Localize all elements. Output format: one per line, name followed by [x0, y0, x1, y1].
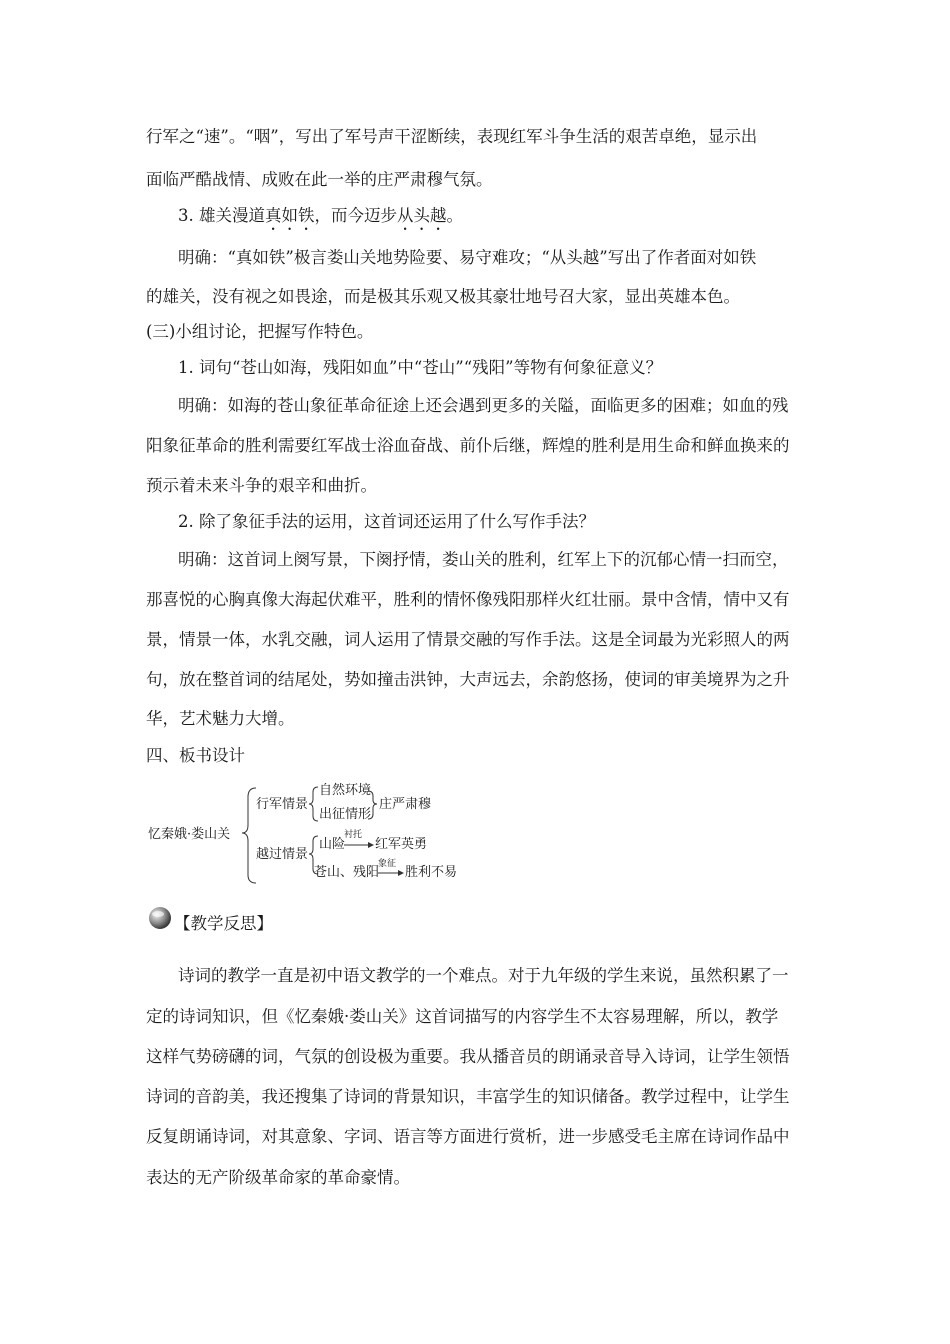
diagram-result: 红军英勇 — [375, 837, 428, 852]
answer-line: 阳象征革命的胜利需要红军战士浴血奋战、前仆后继，辉煌的胜利是用生命和鲜血换来的 — [146, 436, 790, 455]
board-design-diagram — [146, 783, 466, 887]
reflection-heading: 【教学反思】 — [174, 914, 273, 933]
answer-line: 景，情景一体，水乳交融，词人运用了情景交融的写作手法。这是全词最为光彩照人的两 — [146, 630, 790, 649]
diagram-branch: 越过情景 — [256, 847, 309, 862]
diagram-root: 忆秦娥·娄山关 — [148, 827, 231, 842]
sphere-icon — [148, 906, 172, 930]
diagram-result: 庄严肃穆 — [379, 797, 432, 812]
diagram-item: 山险 — [319, 837, 346, 852]
diagram-item: 苍山、残阳 — [314, 865, 380, 880]
paragraph-line: 面临严酷战情、成败在此一举的庄严肃穆气氛。 — [146, 170, 493, 189]
question-2: 2. 除了象征手法的运用，这首词还运用了什么写作手法？ — [178, 512, 595, 531]
answer-line: 明确：“真如铁”极言娄山关地势险要、易守难攻；“从头越”写出了作者面对如铁 — [178, 248, 757, 267]
question-1: 1. 词句“苍山如海，残阳如血”中“苍山”“残阳”等物有何象征意义？ — [178, 358, 663, 377]
answer-line: 明确：如海的苍山象征革命征途上还会遇到更多的关隘，面临更多的困难；如血的残 — [178, 396, 789, 415]
answer-line: 预示着未来斗争的艰辛和曲折。 — [146, 476, 377, 495]
emphasis-text: 从头越 — [397, 206, 447, 225]
section-heading: 四、板书设计 — [146, 746, 245, 765]
paragraph-line: 行军之“速”。“咽”，写出了军号声干涩断续，表现红军斗争生活的艰苦卓绝，显示出 — [146, 127, 758, 146]
reflection-line: 表达的无产阶级革命家的革命豪情。 — [146, 1168, 410, 1187]
answer-line: 的雄关，没有视之如畏途，而是极其乐观又极其豪壮地号召大家，显出英雄本色。 — [146, 287, 740, 306]
diagram-item: 出征情形 — [319, 807, 372, 822]
reflection-line: 诗词的教学一直是初中语文教学的一个难点。对于九年级的学生来说，虽然积累了一 — [178, 966, 789, 985]
reflection-line: 反复朗诵诗词，对其意象、字词、语言等方面进行赏析，进一步感受毛主席在诗词作品中 — [146, 1127, 790, 1146]
diagram-item: 自然环境 — [319, 783, 372, 798]
answer-line: 句，放在整首词的结尾处，势如撞击洪钟，大声远去，余韵悠扬，使词的审美境界为之升 — [146, 670, 790, 689]
reflection-line: 诗词的音韵美，我还搜集了诗词的背景知识，丰富学生的知识储备。教学过程中，让学生 — [146, 1087, 790, 1106]
reflection-line: 定的诗词知识，但《忆秦娥·娄山关》这首词描写的内容学生不太容易理解，所以，教学 — [146, 1007, 779, 1026]
section-heading: (三)小组讨论，把握写作特色。 — [146, 322, 374, 341]
arrow-label: 象征 — [378, 859, 397, 869]
reflection-line: 这样气势磅礴的词，气氛的创设极为重要。我从播音员的朗诵录音导入诗词，让学生领悟 — [146, 1047, 790, 1066]
question-3: 3. 雄关漫道真如铁，而今迈步从头越。 — [178, 206, 463, 225]
answer-line: 华，艺术魅力大增。 — [146, 709, 295, 728]
diagram-result: 胜利不易 — [405, 865, 458, 880]
arrow-label: 衬托 — [344, 830, 363, 840]
answer-line: 明确：这首词上阕写景，下阕抒情，娄山关的胜利，红军上下的沉郁心情一扫而空， — [178, 550, 789, 569]
answer-line: 那喜悦的心胸真像大海起伏难平，胜利的情怀像残阳那样火红壮丽。景中含情，情中又有 — [146, 590, 790, 609]
diagram-branch: 行军情景 — [256, 797, 309, 812]
emphasis-text: 真如铁 — [265, 206, 315, 225]
